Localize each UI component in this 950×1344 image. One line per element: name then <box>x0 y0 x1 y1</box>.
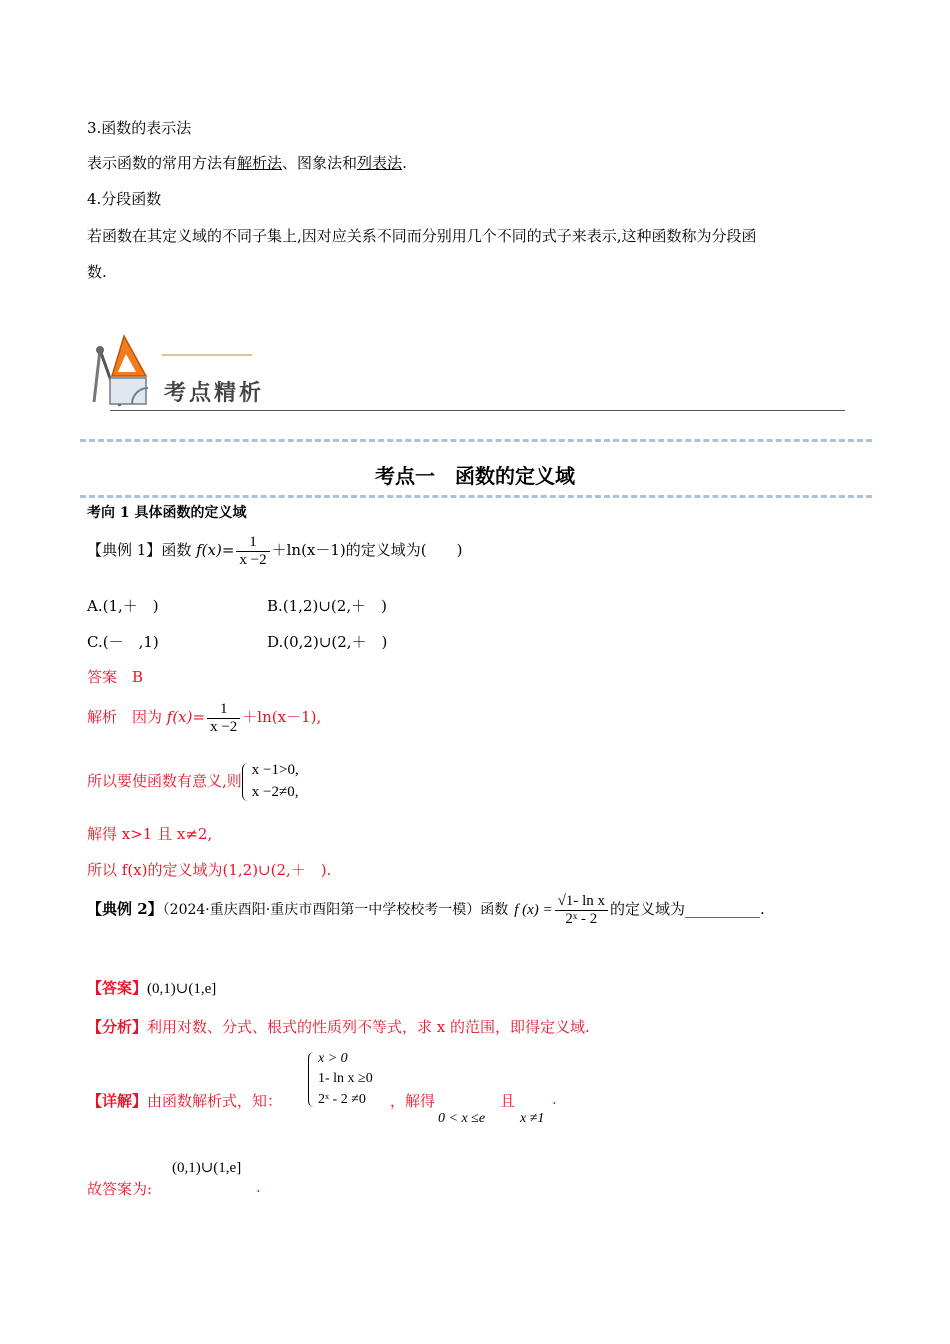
divider-bottom <box>80 495 872 498</box>
paragraph-piecewise-line1: 若函数在其定义域的不同子集上,因对应关系不同而分别用几个不同的式子来表示,这种函数称为分段函 <box>87 227 757 245</box>
divider-top <box>80 439 872 442</box>
option-c: C.(－ ,1) <box>87 633 159 651</box>
final-answer-end: . <box>256 1178 261 1196</box>
numerator: 1 <box>249 534 257 550</box>
condition-system <box>242 760 299 804</box>
fraction <box>207 701 240 735</box>
banner-title: 考点精析 <box>164 380 265 406</box>
section-banner <box>90 332 850 417</box>
final-answer-label: 故答案为: <box>87 1180 153 1198</box>
example-1-solution: 解得 x>1 且 x≠2, <box>87 825 213 843</box>
text-mid: 、图象法和 <box>282 154 358 172</box>
analysis-text: 利用对数、分式、根式的性质列不等式，求 x 的范围，即得定义域. <box>147 1018 590 1036</box>
function-name: f (x) = <box>514 902 553 918</box>
fraction <box>236 534 269 568</box>
subsection-title: 考向 1 具体函数的定义域 <box>87 505 247 521</box>
solve-text: ，解得 <box>390 1092 436 1110</box>
detail-text: 由函数解析式，知： <box>147 1092 283 1110</box>
inequality-3: 2ˣ - 2 ≠0 <box>318 1091 366 1107</box>
detail-label: 【详解】 <box>87 1092 148 1110</box>
text: 解析 因为 <box>87 708 167 726</box>
text-end: . <box>402 154 407 172</box>
denominator: 2ˣ - 2 <box>555 910 608 928</box>
method-table: 列表法 <box>357 154 403 172</box>
and-text: 且 <box>500 1092 516 1110</box>
banner-accent-line <box>162 354 252 356</box>
function-name: f(x) <box>166 708 193 726</box>
final-answer-value: (0,1)∪(1,e] <box>172 1160 242 1176</box>
analysis-label: 【分析】 <box>87 1018 148 1036</box>
paragraph-piecewise-line2: 数. <box>87 263 107 281</box>
geometry-tools-icon <box>90 332 170 412</box>
equals: = <box>192 708 206 726</box>
text: 所以要使函数有意义,则 <box>87 771 242 790</box>
function-name: f(x) <box>196 541 222 559</box>
detail-end: . <box>552 1090 557 1108</box>
option-d: D.(0,2)∪(2,＋ ) <box>267 633 388 651</box>
inequality-1: x > 0 <box>318 1051 348 1066</box>
denominator: x −2 <box>207 718 240 736</box>
banner-underline <box>110 410 845 411</box>
example-1-analysis <box>87 701 321 735</box>
paragraph-representation <box>87 152 407 173</box>
inequality-system <box>308 1049 373 1110</box>
example-2-analysis <box>87 1016 590 1037</box>
solution-range: 0 < x ≤e <box>438 1111 486 1126</box>
example-2-answer <box>87 977 216 998</box>
text: 的定义域为__________. <box>610 900 765 918</box>
answer-label: 【答案】 <box>87 979 148 997</box>
section-title: 考点一 函数的定义域 <box>375 464 575 488</box>
text: ＋ln(x－1), <box>242 708 322 726</box>
text-prefix: 表示函数的常用方法有 <box>87 154 238 172</box>
example-2-question <box>87 893 765 927</box>
inequality-2: 1- ln x ≥0 <box>318 1071 373 1087</box>
fraction <box>555 893 608 927</box>
option-a: A.(1,＋ ) <box>87 597 159 615</box>
source: （2024·重庆酉阳·重庆市酉阳第一中学校校考一模）函数 <box>162 902 509 918</box>
equals: = <box>221 541 235 559</box>
answer-value: (0,1)∪(1,e] <box>147 981 217 997</box>
denominator: x −2 <box>236 551 269 569</box>
condition-2: x −2≠0, <box>251 783 299 800</box>
solution-exclusion: x ≠1 <box>520 1111 545 1126</box>
example-1-domain: 所以 f(x)的定义域为(1,2)∪(2,＋ ). <box>87 861 332 879</box>
example-2-detail <box>87 1090 282 1111</box>
numerator: 1 <box>219 701 228 717</box>
heading-piecewise: 4.分段函数 <box>87 190 162 208</box>
numerator: √1- ln x <box>557 893 606 909</box>
method-analytic: 解析法 <box>237 154 283 172</box>
example-1-conditions <box>87 760 299 804</box>
condition-1: x −1>0, <box>251 762 299 778</box>
example-1-label: 【典例 1】 <box>87 541 162 559</box>
text: 函数 <box>161 541 197 559</box>
option-b: B.(1,2)∪(2,＋ ) <box>267 597 387 615</box>
example-1-answer: 答案 B <box>87 668 144 686</box>
heading-function-representation: 3.函数的表示法 <box>87 119 192 137</box>
example-2-label: 【典例 2】 <box>87 900 163 918</box>
example-1-question <box>87 534 462 568</box>
text: ＋ln(x－1)的定义域为( ) <box>271 541 463 559</box>
